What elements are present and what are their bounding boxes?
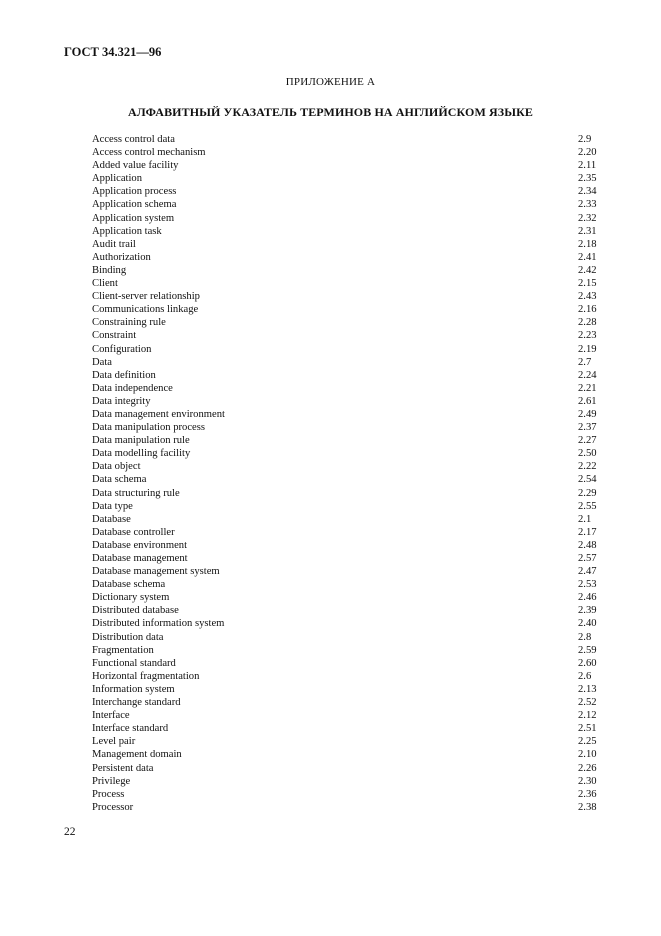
index-term: Distribution data [92, 631, 164, 643]
index-term: Communications linkage [92, 304, 199, 316]
index-entry [92, 225, 607, 238]
index-term: Data manipulation rule [92, 435, 190, 447]
index-reference: 2.31 [578, 225, 597, 237]
index-term: Data definition [92, 369, 156, 381]
appendix-label: ПРИЛОЖЕНИЕ А [285, 76, 376, 88]
index-term: Horizontal fragmentation [92, 670, 200, 682]
index-term: Management domain [92, 749, 182, 761]
index-entry [92, 604, 607, 617]
index-entry [92, 617, 607, 630]
index-entry [92, 735, 607, 748]
index-reference: 2.36 [578, 788, 597, 800]
index-entry [92, 133, 607, 146]
index-term: Application process [92, 186, 177, 198]
index-entry [92, 277, 607, 290]
index-entry [92, 434, 607, 447]
index-term: Distributed information system [92, 618, 225, 630]
index-term: Persistent data [92, 762, 154, 774]
index-reference: 2.28 [578, 317, 597, 329]
index-term: Added value facility [92, 160, 179, 172]
index-reference: 2.35 [578, 173, 597, 185]
index-entry [92, 644, 607, 657]
index-reference: 2.17 [578, 526, 597, 538]
index-reference: 2.46 [578, 592, 597, 604]
index-term: Constraining rule [92, 317, 166, 329]
index-term: Client [92, 278, 118, 290]
index-term: Authorization [92, 251, 151, 263]
index-term: Level pair [92, 736, 136, 748]
index-term: Data type [92, 500, 133, 512]
index-entry [92, 670, 607, 683]
index-reference: 2.39 [578, 605, 597, 617]
index-entry [92, 473, 607, 486]
index-term: Audit trail [92, 238, 136, 250]
index-entry [92, 343, 607, 356]
index-entry [92, 801, 607, 814]
index-term: Database environment [92, 539, 188, 551]
index-reference: 2.8 [578, 631, 592, 643]
index-term: Interchange standard [92, 697, 181, 709]
index-reference: 2.48 [578, 539, 597, 551]
index-term: Application task [92, 225, 162, 237]
index-entry [92, 172, 607, 185]
index-entry [92, 264, 607, 277]
index-term: Data structuring rule [92, 487, 180, 499]
index-entry [92, 578, 607, 591]
index-term: Database management system [92, 566, 220, 578]
index-term: Data manipulation process [92, 422, 205, 434]
index-reference: 2.42 [578, 264, 597, 276]
index-entry [92, 487, 607, 500]
index-entry [92, 356, 607, 369]
index-reference: 2.40 [578, 618, 597, 630]
index-entry [92, 290, 607, 303]
index-reference: 2.25 [578, 736, 597, 748]
index-term: Data object [92, 461, 141, 473]
index-entry [92, 539, 607, 552]
index-reference: 2.13 [578, 683, 597, 695]
index-entry [92, 460, 607, 473]
index-entry [92, 329, 607, 342]
index-term: Application schema [92, 199, 177, 211]
index-reference: 2.49 [578, 408, 597, 420]
index-entry [92, 591, 607, 604]
index-term: Dictionary system [92, 592, 170, 604]
index-entry [92, 683, 607, 696]
document-header: ГОСТ 34.321—96 [64, 45, 162, 59]
index-reference: 2.12 [578, 710, 597, 722]
index-reference: 2.22 [578, 461, 597, 473]
index-term: Data management environment [92, 408, 225, 420]
index-term: Information system [92, 683, 175, 695]
index-reference: 2.59 [578, 644, 597, 656]
index-reference: 2.47 [578, 566, 597, 578]
index-reference: 2.55 [578, 500, 597, 512]
index-term: Constraint [92, 330, 137, 342]
index-term: Client-server relationship [92, 291, 200, 303]
page-number: 22 [64, 826, 76, 838]
term-index [92, 133, 607, 814]
index-entry [92, 146, 607, 159]
index-entry [92, 159, 607, 172]
index-reference: 2.7 [578, 356, 592, 368]
index-reference: 2.16 [578, 304, 597, 316]
index-term: Database management [92, 553, 188, 564]
index-term: Data schema [92, 474, 147, 486]
index-entry [92, 408, 607, 421]
index-reference: 2.23 [578, 330, 597, 342]
index-entry [92, 369, 607, 382]
index-entry [92, 238, 607, 251]
index-entry [92, 500, 607, 513]
index-reference: 2.33 [578, 199, 597, 211]
index-term: Application [92, 173, 143, 185]
index-reference: 2.53 [578, 579, 597, 591]
index-entry [92, 709, 607, 722]
index-reference: 2.21 [578, 382, 597, 394]
index-entry [92, 513, 607, 526]
index-reference: 2.24 [578, 369, 597, 381]
index-term: Data modelling facility [92, 448, 191, 460]
index-term: Database controller [92, 526, 175, 538]
index-reference: 2.51 [578, 723, 597, 735]
index-entry [92, 395, 607, 408]
index-reference: 2.34 [578, 186, 597, 198]
index-reference: 2.61 [578, 395, 597, 407]
index-reference: 2.37 [578, 422, 597, 434]
index-entry [92, 447, 607, 460]
index-entry [92, 748, 607, 761]
index-entry [92, 303, 607, 316]
index-reference: 2.60 [578, 657, 597, 669]
index-term: Binding [92, 264, 127, 276]
index-reference: 2.32 [578, 212, 597, 224]
index-entry [92, 696, 607, 709]
index-entry [92, 722, 607, 735]
index-term: Interface standard [92, 723, 169, 735]
index-reference: 2.11 [578, 160, 597, 172]
index-term: Interface [92, 710, 130, 722]
index-reference: 2.27 [578, 435, 597, 447]
index-term: Application system [92, 212, 175, 224]
index-entry [92, 775, 607, 788]
index-entry [92, 762, 607, 775]
index-term: Distributed database [92, 605, 179, 617]
index-reference: 2.1 [578, 513, 592, 525]
index-entry [92, 552, 607, 565]
index-reference: 2.10 [578, 749, 597, 761]
index-reference: 2.57 [578, 553, 597, 564]
index-term: Database [92, 513, 131, 525]
index-term: Data [92, 356, 112, 368]
index-term: Functional standard [92, 657, 176, 669]
index-entry [92, 788, 607, 801]
index-entry [92, 565, 607, 578]
index-entry [92, 421, 607, 434]
index-reference: 2.41 [578, 251, 597, 263]
index-reference: 2.20 [578, 147, 597, 159]
index-entry [92, 526, 607, 539]
index-reference: 2.29 [578, 487, 597, 499]
index-term: Access control mechanism [92, 147, 206, 159]
page-title: АЛФАВИТНЫЙ УКАЗАТЕЛЬ ТЕРМИНОВ НА АНГЛИЙСКОМ ЯЗЫКЕ [128, 105, 533, 119]
index-term: Configuration [92, 343, 152, 355]
index-reference: 2.30 [578, 775, 597, 787]
index-term: Processor [92, 801, 134, 813]
index-term: Privilege [92, 775, 131, 787]
index-entry [92, 631, 607, 644]
index-entry [92, 382, 607, 395]
index-entry [92, 316, 607, 329]
index-term: Data integrity [92, 395, 151, 407]
index-reference: 2.6 [578, 670, 592, 682]
index-reference: 2.52 [578, 697, 597, 709]
index-reference: 2.19 [578, 343, 597, 355]
index-term: Database schema [92, 579, 166, 591]
index-entry [92, 185, 607, 198]
index-reference: 2.26 [578, 762, 597, 774]
index-reference: 2.18 [578, 238, 597, 250]
index-term: Fragmentation [92, 644, 154, 656]
index-entry [92, 212, 607, 225]
index-reference: 2.9 [578, 134, 592, 145]
index-reference: 2.43 [578, 291, 597, 303]
index-term: Access control data [92, 134, 175, 145]
index-reference: 2.15 [578, 278, 597, 290]
index-reference: 2.38 [578, 801, 597, 813]
index-reference: 2.54 [578, 474, 597, 486]
index-entry [92, 198, 607, 211]
index-entry [92, 657, 607, 670]
index-term: Data independence [92, 382, 173, 394]
index-reference: 2.50 [578, 448, 597, 460]
index-entry [92, 251, 607, 264]
index-term: Process [92, 788, 125, 800]
